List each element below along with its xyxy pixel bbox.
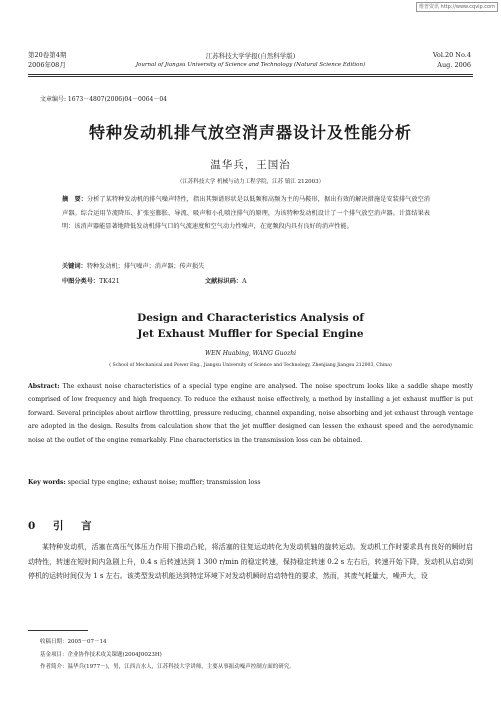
footnotes: [40, 636, 295, 674]
title-cn: 特种发动机排气放空消声器设计及性能分析: [88, 123, 412, 142]
keywords-cn: [62, 261, 204, 270]
date-cn: 2006年08月: [28, 61, 66, 69]
header-rule-thin: [28, 76, 473, 77]
journal-name-en: Journal of Jiangsu University of Science and Technology (Natural Science Edition): [135, 62, 366, 68]
affiliation-en: ( School of Mechanical and Power Eng., Jiangsu University of Science and Technology, Zhenjiang Jiangsu 212003, China): [109, 363, 392, 368]
clc-value: TK421: [99, 278, 120, 285]
abstract-en: [28, 380, 473, 447]
footnote-author-bio: 作者简介：温华兵(1977－)，男，江西吉水人，江苏科技大学讲师，主要从事振动噪声控制方面的研究。: [40, 664, 295, 670]
authors-cn: 温华兵，王国治: [210, 159, 291, 171]
abstract-en-label: Abstract:: [28, 383, 60, 390]
keywords-cn-label: 关键词：: [62, 263, 87, 270]
footnote-rule: [28, 630, 88, 631]
title-en-line2: Jet Exhaust Muffler for Special Engine: [137, 328, 364, 340]
article-number: 文章编号: 1673－4807(2006)04－0064－04: [40, 96, 167, 103]
watermark: 维普资讯 http://www.cqvip.com: [416, 2, 498, 12]
abstract-en-text: The exhaust noise characteristics of a special type engine are analysed. The noise spectrum looks like a saddle shape mostly comprised of low frequency and high frequency. To reduce the exhaust noise effectively, a method by installing a jet exhaust muffler is put forward. Several principles about airflow throttling, pressure reducing, channel expanding, noise absorbing and jet exhaust through ventage are adopted in the design. Results from calculation show that the jet muffler designed can lessen the exhaust speed and the aerodynamic noise at the outlet of the engine remarkably. Fine characteristics in the transmission loss can be obtained.: [28, 383, 473, 444]
volume-en: Vol.20 No.4: [432, 51, 471, 59]
header-center: [0, 52, 501, 70]
affiliation-cn: （江苏科技大学 机械与动力工程学院，江苏 镇江 212003）: [176, 179, 325, 185]
document-code: [205, 276, 247, 285]
footnote-fund: 基金项目：企业协作技术攻关课题(2004J0023H): [40, 651, 162, 658]
title-en: [0, 310, 501, 342]
header-right: [433, 50, 471, 70]
abstract-cn-text: 分析了某特种发动机的排气噪声特性，指出其频谱形状是以低频和高频为主的马鞍形，据出有效的解决措施是安装排气放空消声器。综合运用节流降压、扩张室膨胀、导流、吸声和小孔喷注排气的原理，为该特种发动机设计了一个排气放空消声器。计算结果表明：该消声器能显著地降低发动机排气口的气流速度和空气动力性噪声，在宽频段内具有良好的消声性能。: [62, 196, 430, 230]
header-rule: [28, 74, 473, 75]
keywords-en: [28, 479, 261, 486]
title-en-line1: Design and Characteristics Analysis of: [137, 312, 364, 324]
footnote-received: 收稿日期：2005－07－14: [40, 639, 107, 645]
doc-code-value: A: [242, 278, 247, 285]
journal-name-cn: 江苏科技大学学报(自然科学版): [205, 52, 296, 60]
volume-cn: 第20卷第4期: [28, 51, 67, 59]
abstract-cn: [62, 193, 430, 234]
authors-en: WEN Huabing, WANG Guozhi: [204, 350, 297, 357]
keywords-en-text: special type engine; exhaust noise; muffler; transmission loss: [65, 479, 261, 486]
introduction-text: 某特种发动机，活塞在高压气体压力作用下推动凸轮，将活塞的往复运动转化为发动机轴的旋转运动。发动机工作时要求具有良好的瞬时启动特性，转速在短时间内急剧上升，0.4 s 后转速达到 1 300 r/min 的稳定转速，保持稳定转速 0.2 s 左右后，转速开始下降，发动机从启动到停机的运转时间仅为 1 s 左右。该类型发动机能达到特定环境下对发动机瞬时启动特性的要求，然而，其废气耗量大，噪声大，设: [28, 543, 473, 581]
keywords-cn-text: 特种发动机；排气噪声；消声器；传声损失: [86, 263, 205, 270]
date-en: Aug. 2006: [437, 61, 471, 69]
clc-number: [62, 276, 120, 285]
clc-label: 中图分类号：: [62, 278, 100, 285]
keywords-en-label: Key words:: [28, 479, 66, 486]
section-heading: 0 引 言: [28, 520, 99, 532]
abstract-cn-label: 摘 要：: [62, 196, 87, 203]
doc-code-label: 文献标识码：: [205, 278, 243, 285]
